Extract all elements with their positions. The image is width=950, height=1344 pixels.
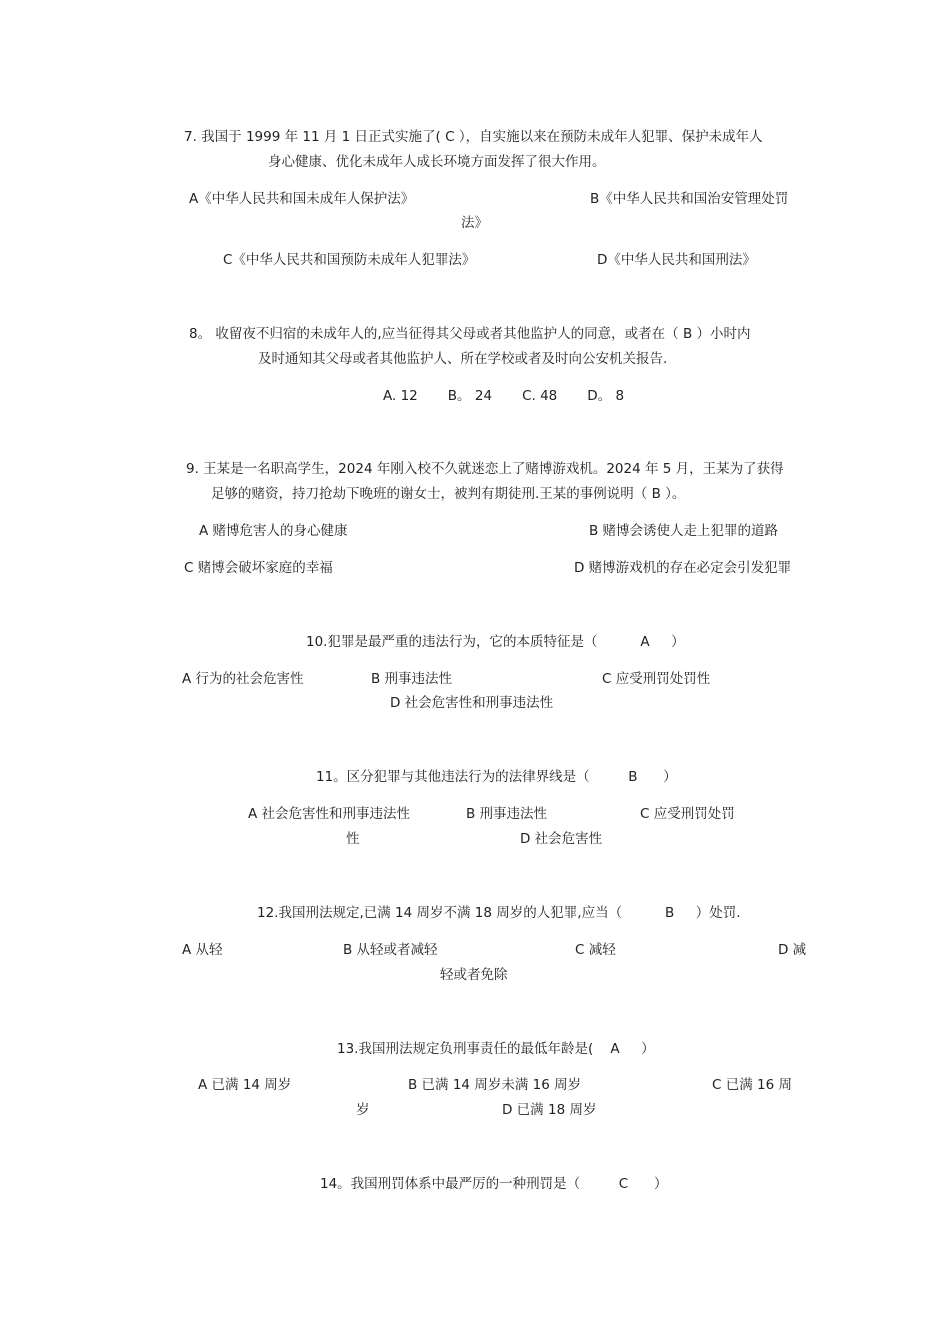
question-12-option-d: D 减	[778, 942, 807, 958]
question-11-option-c: C 应受刑罚处罚	[640, 806, 735, 822]
question-12-option-b: B 从轻或者减轻	[343, 942, 438, 958]
question-8-text: 8。 收留夜不归宿的未成年人的,应当征得其父母或者其他监护人的同意，或者在（ B ）小时内	[189, 326, 751, 342]
question-11-option-a: A 社会危害性和刑事违法性	[248, 806, 411, 822]
question-12-option-a: A 从轻	[182, 942, 223, 958]
question-10-text: 10.犯罪是最严重的违法行为，它的本质特征是（ A ）	[306, 634, 685, 650]
question-7-text-cont: 身心健康、优化未成年人成长环境方面发挥了很大作用。	[268, 154, 606, 170]
question-9-option-c: C 赌博会破坏家庭的幸福	[184, 560, 333, 576]
question-13-option-c-cont: 岁	[356, 1102, 370, 1118]
question-7-option-c: C《中华人民共和国预防未成年人犯罪法》	[223, 252, 476, 268]
question-13-option-b: B 已满 14 周岁未满 16 周岁	[408, 1077, 582, 1093]
question-14-text: 14。我国刑罚体系中最严厉的一种刑罚是（ C ）	[320, 1176, 668, 1192]
question-10-option-d: D 社会危害性和刑事违法性	[390, 695, 554, 711]
question-7-text: 7. 我国于 1999 年 11 月 1 日正式实施了( C ），自实施以来在预防未成年人犯罪、保护未成年人	[184, 129, 763, 145]
question-9-text: 9. 王某是一名职高学生，2024 年刚入校不久就迷恋上了赌博游戏机。2024 年 5 月，王某为了获得	[186, 461, 784, 477]
question-12-option-c: C 减轻	[575, 942, 616, 958]
question-11-option-b: B 刑事违法性	[466, 806, 548, 822]
question-9-option-a: A 赌博危害人的身心健康	[199, 523, 348, 539]
question-9-option-b: B 赌博会诱使人走上犯罪的道路	[589, 523, 779, 539]
question-13-option-a: A 已满 14 周岁	[198, 1077, 292, 1093]
question-7-option-b-cont: 法》	[461, 215, 488, 231]
question-13-text: 13.我国刑法规定负刑事责任的最低年龄是( A ）	[337, 1041, 655, 1057]
question-7-option-d: D《中华人民共和国刑法》	[597, 252, 756, 268]
question-12-option-d-cont: 轻或者免除	[440, 967, 508, 983]
question-10-option-c: C 应受刑罚处罚性	[602, 671, 711, 687]
question-8-options: A. 12 B。 24 C. 48 D。 8	[383, 388, 625, 404]
question-13-option-c: C 已满 16 周	[712, 1077, 792, 1093]
question-13-option-d: D 已满 18 周岁	[502, 1102, 597, 1118]
question-12-text: 12.我国刑法规定,已满 14 周岁不满 18 周岁的人犯罪,应当（ B ）处罚.	[257, 905, 741, 921]
question-10-option-a: A 行为的社会危害性	[182, 671, 304, 687]
question-11-option-a-cont: 性	[346, 831, 360, 847]
question-9-text-cont: 足够的赌资，持刀抢劫下晚班的谢女士，被判有期徒刑.王某的事例说明（ B ）。	[211, 486, 686, 502]
question-11-option-d: D 社会危害性	[520, 831, 603, 847]
question-8-text-cont: 及时通知其父母或者其他监护人、所在学校或者及时向公安机关报告.	[258, 351, 668, 367]
question-7-option-a: A《中华人民共和国未成年人保护法》	[189, 191, 415, 207]
question-11-text: 11。区分犯罪与其他违法行为的法律界线是（ B ）	[316, 769, 677, 785]
question-7-option-b: B《中华人民共和国治安管理处罚	[590, 191, 789, 207]
question-10-option-b: B 刑事违法性	[371, 671, 453, 687]
question-9-option-d: D 赌博游戏机的存在必定会引发犯罪	[574, 560, 792, 576]
